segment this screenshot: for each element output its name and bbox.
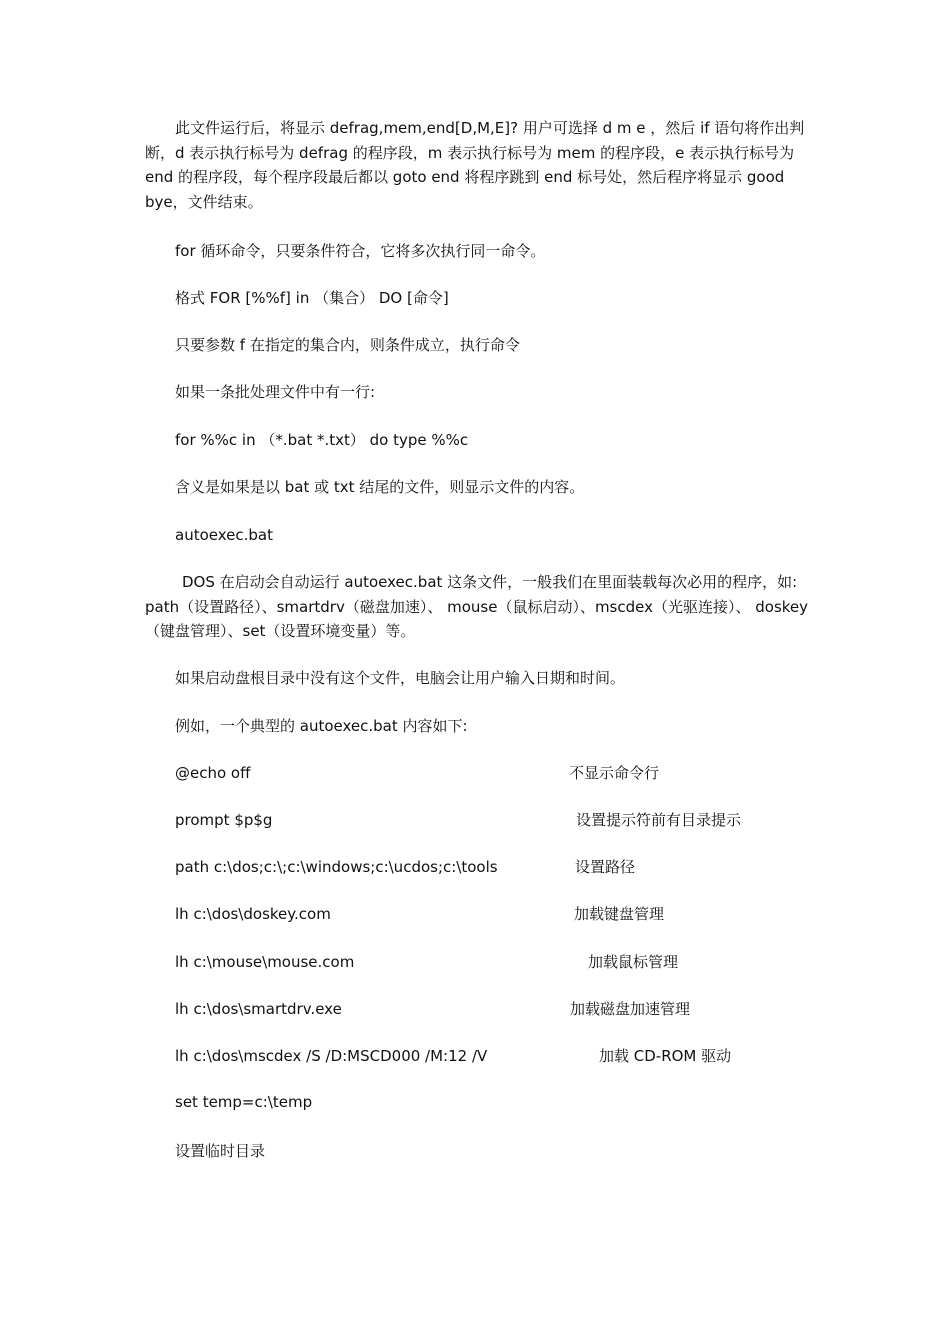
comment-doskey: 加载键盘管理 <box>574 905 665 923</box>
section-title-autoexec: autoexec.bat <box>175 526 273 544</box>
paragraph-for-example-desc: 含义是如果是以 bat 或 txt 结尾的文件，则显示文件的内容。 <box>175 478 585 496</box>
code-line-mouse: lh c:\mouse\mouse.com <box>175 953 355 971</box>
comment-mscdex: 加载 CD-ROM 驱动 <box>599 1047 732 1065</box>
paragraph-autoexec-desc: DOS 在启动会自动运行 autoexec.bat 这条文件，一般我们在里面装载每次必用的程序，如: path（设置路径）、smartdrv（磁盘加速）、 mouse（鼠标启动）、mscdex（光驱连接）、 doskey（键盘管理）、set（设置环境变量）等。 <box>145 573 809 640</box>
paragraph-for-example-intro: 如果一条批处理文件中有一行: <box>175 383 376 401</box>
code-line-path: path c:\dos;c:\;c:\windows;c:\ucdos;c:\tools <box>175 858 498 876</box>
comment-smartdrv: 加载磁盘加速管理 <box>570 1000 691 1018</box>
code-line-echo-off: @echo off <box>175 764 251 782</box>
code-line-set-temp: set temp=c:\temp <box>175 1093 313 1111</box>
paragraph-goto-explanation: 此文件运行后，将显示 defrag,mem,end[D,M,E]? 用户可选择 d m e ，然后 if 语句将作出判断，d 表示执行标号为 defrag 的程序段，m 表示执行标号为 mem 的程序段，e 表示执行标号为 end 的程序段，每个程序段最后都以 goto end 将程序跳到 end 标号处，然后程序将显示 good bye，文件结束。 <box>145 119 805 211</box>
paragraph-for-example: for %%c in （*.bat *.txt） do type %%c <box>175 431 469 449</box>
comment-mouse: 加载鼠标管理 <box>588 953 679 971</box>
paragraph-for-intro: for 循环命令，只要条件符合，它将多次执行同一命令。 <box>175 242 546 260</box>
paragraph-no-file-desc: 如果启动盘根目录中没有这个文件，电脑会让用户输入日期和时间。 <box>175 669 626 687</box>
comment-echo-off: 不显示命令行 <box>569 764 660 782</box>
code-line-mscdex: lh c:\dos\mscdex /S /D:MSCD000 /M:12 /V <box>175 1047 488 1065</box>
comment-prompt: 设置提示符前有目录提示 <box>576 811 742 829</box>
paragraph-for-desc: 只要参数 f 在指定的集合内，则条件成立，执行命令 <box>175 336 520 354</box>
code-line-doskey: lh c:\dos\doskey.com <box>175 905 331 923</box>
code-line-smartdrv: lh c:\dos\smartdrv.exe <box>175 1000 342 1018</box>
comment-path: 设置路径 <box>575 858 636 876</box>
paragraph-for-format: 格式 FOR [%%f] in （集合） DO [命令] <box>175 289 449 307</box>
comment-set-temp: 设置临时目录 <box>175 1142 266 1160</box>
paragraph-example-intro: 例如，一个典型的 autoexec.bat 内容如下: <box>175 717 468 735</box>
code-line-prompt: prompt $p$g <box>175 811 273 829</box>
